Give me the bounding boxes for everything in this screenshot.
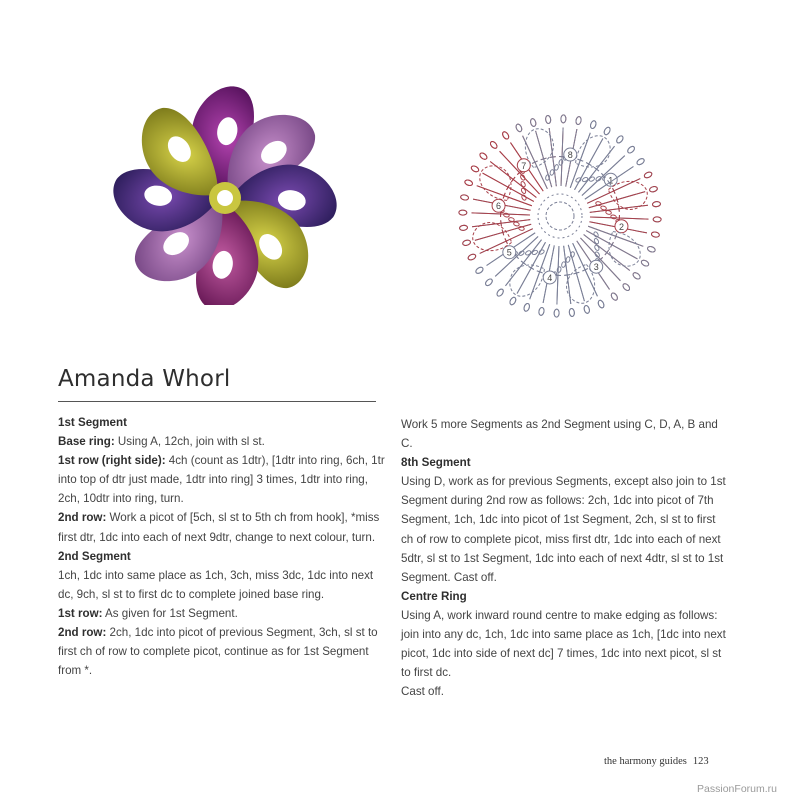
page-number: 123: [692, 756, 709, 767]
cast-off-text: Cast off.: [401, 685, 444, 699]
seg2-row-2-label: 2nd row:: [58, 626, 107, 640]
segment-8-text: Using D, work as for previous Segments, except also join to 1st Segment during 2nd row as follows: 2ch, 1dc into picot of 7th Segment, 1ch, 1dc into picot of 1st Segment, 2ch, sl st to first ch of row to complete picot, miss first dtr, 1dc into each of next 5dtr, sl st to 1st Segment, 1dc into each of next 4dtr, sl st to 1st Segment. Cast off.: [401, 475, 726, 584]
watermark: PassionForum.ru: [697, 783, 777, 795]
segment-2-text: 1ch, 1dc into same place as 1ch, 3ch, miss 3dc, 1dc into next dc, 9ch, sl st to first dc to complete joined base ring.: [58, 568, 374, 601]
row-2-paragraph: [58, 508, 388, 546]
base-ring-label: Base ring:: [58, 435, 115, 449]
row-2-label: 2nd row:: [58, 511, 107, 525]
row-1-text: 4ch (count as 1dtr), [1dtr into ring, 6ch, 1tr into top of dtr just made, 1dtr into ring] 3 times, 1dtr into ring, 2ch, 10dtr into ring, turn.: [58, 454, 385, 506]
title-rule: [58, 401, 376, 402]
series-name: the harmony guides: [604, 756, 687, 767]
pattern-title: Amanda Whorl: [58, 366, 231, 392]
segment-1-heading: 1st Segment: [58, 416, 127, 429]
chart-segment-label: 4: [547, 272, 553, 283]
more-segments-text: Work 5 more Segments as 2nd Segment using C, D, A, B and C.: [401, 418, 718, 451]
chart-segment-label: 2: [618, 221, 624, 232]
segment-2-heading: 2nd Segment: [58, 549, 131, 563]
chart-segment-label: 7: [521, 160, 527, 171]
instructions-left-column: [58, 413, 388, 680]
seg2-row-2-text: 2ch, 1dc into picot of previous Segment, 3ch, sl st to first ch of row to complete picot, continue as for 1st Segment from *.: [58, 626, 378, 678]
chart-segment-label: 1: [608, 175, 614, 186]
seg2-row-1-paragraph: [58, 604, 388, 623]
centre-ring-text: Using A, work inward round centre to make edging as follows: join into any dc, 1ch, 1dc into same place as 1ch, [1dc into next picot, 1dc into side of next dc] 7 times, 1dc into next picot, sl st to first dc.: [401, 608, 726, 680]
chart-segment-label: 5: [506, 247, 512, 258]
seg2-row-1-label: 1st row:: [58, 606, 103, 620]
row-1-label: 1st row (right side):: [58, 454, 166, 468]
row-2-text: Work a picot of [5ch, sl st to 5th ch from hook], *miss first dtr, 1dc into each of next 9dtr, change to next colour, turn.: [58, 511, 380, 544]
base-ring-paragraph: [58, 432, 388, 451]
chart-segment-label: 3: [593, 262, 599, 273]
page-footer: [604, 756, 709, 767]
row-1-paragraph: [58, 451, 388, 508]
crochet-motif-photo: [95, 80, 360, 305]
centre-ring-heading: Centre Ring: [401, 589, 467, 603]
seg2-row-1-text: As given for 1st Segment.: [102, 606, 238, 620]
base-ring-text: Using A, 12ch, join with sl st.: [114, 435, 265, 449]
chart-segment-label: 8: [567, 150, 573, 161]
instructions-right-column: [401, 415, 726, 701]
segment-8-heading: 8th Segment: [401, 456, 471, 470]
chart-segment-label: 6: [496, 201, 502, 212]
seg2-row-2-paragraph: [58, 623, 388, 680]
crochet-chart-diagram: [408, 68, 713, 368]
